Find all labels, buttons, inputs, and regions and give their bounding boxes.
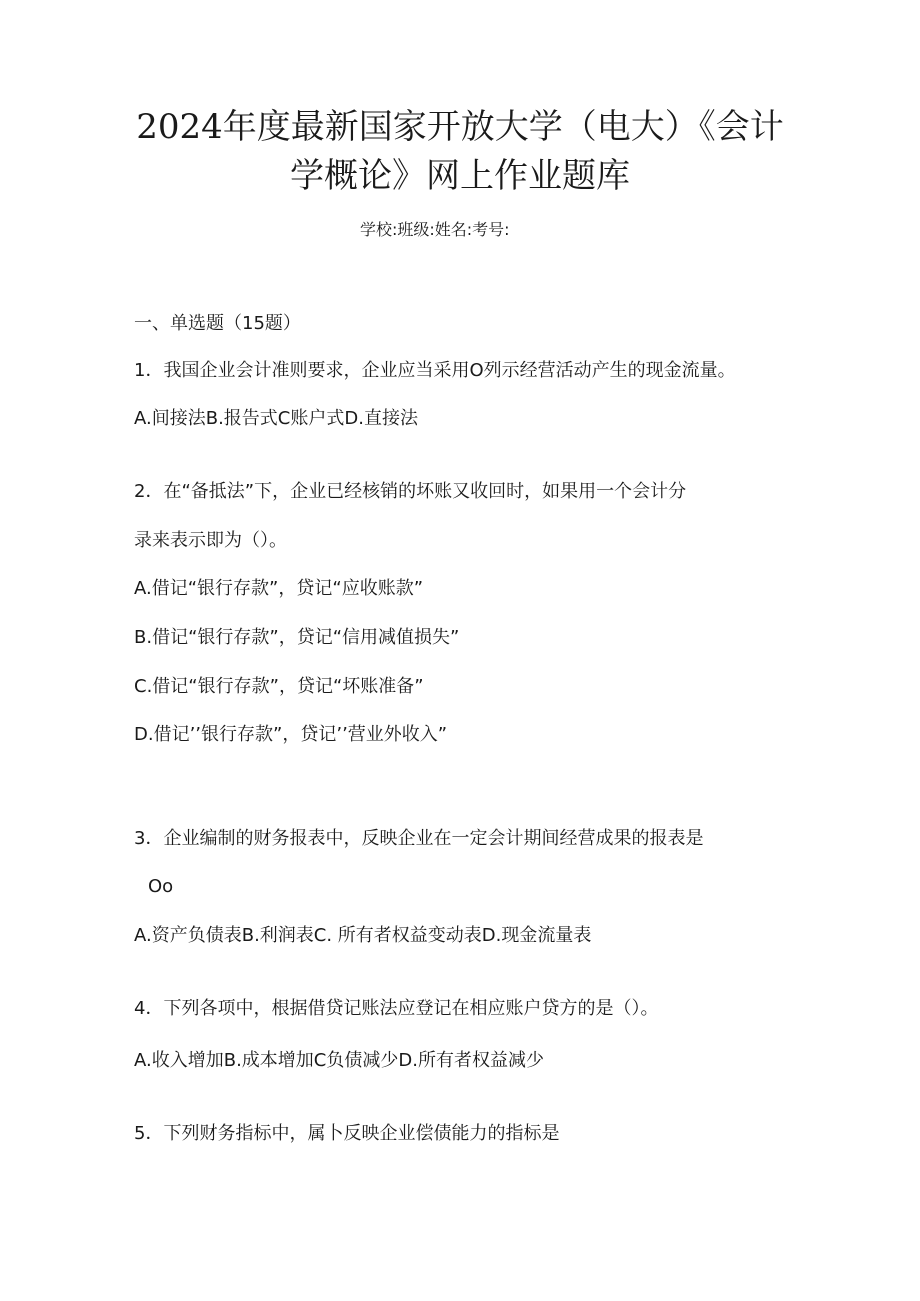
question-2-option-a: A.借记“银行存款”，贷记“应收账款” bbox=[134, 578, 424, 599]
question-2-option-b: B.借记“银行存款”，贷记“信用减值损失” bbox=[134, 627, 460, 648]
question-2-stem-line-2: 录来表示即为（）。 bbox=[134, 530, 287, 551]
question-1-options: A.间接法B.报告式C账户式D.直接法 bbox=[134, 408, 418, 429]
section-heading: 一、单选题（15题） bbox=[134, 313, 301, 334]
question-4-options: A.收入增加B.成本增加C负债减少D.所有者权益减少 bbox=[134, 1050, 544, 1071]
question-3-stem-line-2: Oo bbox=[148, 876, 174, 897]
question-3-options: A.资产负债表B.利润表C. 所有者权益变动表D.现金流量表 bbox=[134, 925, 592, 946]
question-2-option-c: C.借记“银行存款”，贷记“坏账准备” bbox=[134, 676, 424, 697]
student-info-line: 学校:班级:姓名:考号: bbox=[360, 220, 510, 239]
question-2-stem-line-1: 2．在“备抵法”下，企业已经核销的坏账又收回时，如果用一个会计分 bbox=[134, 481, 687, 502]
question-4-stem: 4．下列各项中，根据借贷记账法应登记在相应账户贷方的是（）。 bbox=[134, 998, 659, 1019]
question-2-option-d: D.借记’’银行存款”，贷记’’营业外收入” bbox=[134, 724, 448, 745]
document-title-line-2: 学概论》网上作业题库 bbox=[290, 156, 630, 196]
question-5-stem: 5．下列财务指标中，属卜反映企业偿债能力的指标是 bbox=[134, 1123, 560, 1144]
question-3-stem-line-1: 3．企业编制的财务报表中，反映企业在一定会计期间经营成果的报表是 bbox=[134, 828, 704, 849]
question-1-stem: 1．我国企业会计准则要求，企业应当采用O列示经营活动产生的现金流量。 bbox=[134, 360, 736, 381]
document-title-line-1: 2024年度最新国家开放大学（电大）《会计 bbox=[136, 107, 784, 147]
